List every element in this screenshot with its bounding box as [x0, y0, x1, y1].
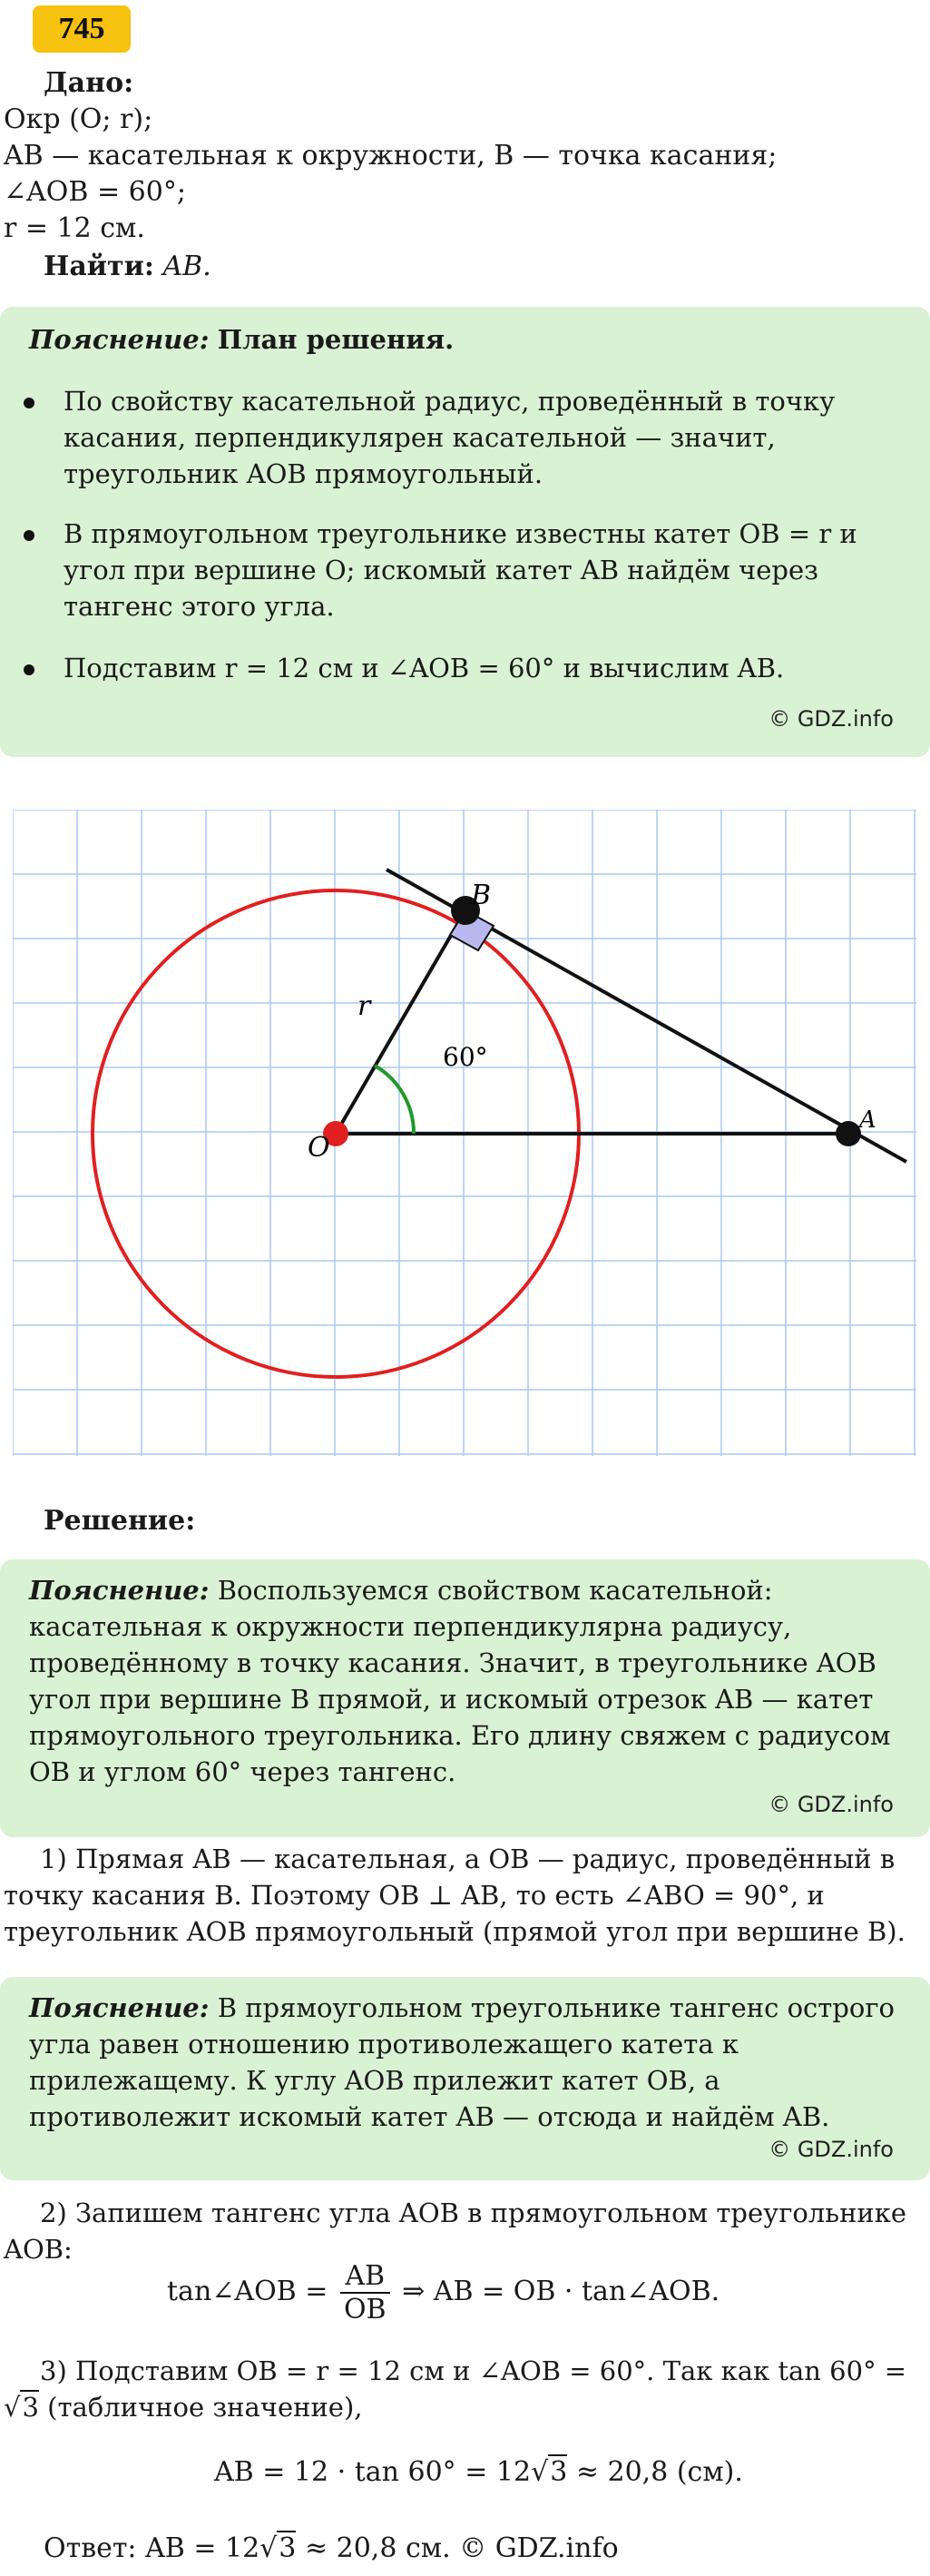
formula3-sqrt: 3 [550, 2456, 568, 2488]
formula-2 [167, 2260, 720, 2325]
plan-bullet-3-text: Подставим r = 12 см и ∠AOB = 60° и вычислим AB. [64, 653, 785, 683]
plan-title [29, 321, 903, 358]
note1-panel [0, 1559, 930, 1837]
bullet-dot [24, 664, 34, 675]
step3-line2-rest: (табличное значение), [47, 2392, 363, 2423]
formula-3 [214, 2456, 743, 2488]
plan-bullet-1 [64, 383, 898, 492]
formula2-fraction [340, 2260, 390, 2325]
label-angle: 60° [443, 1042, 488, 1072]
given-line-1: Окр (O; r); [4, 103, 153, 135]
radius-OB [336, 910, 465, 1134]
sqrt-symbol: √ [4, 2392, 21, 2423]
find-value: AB. [162, 251, 211, 282]
answer-b: ≈ 20,8 см. © GDZ.info [304, 2532, 619, 2564]
point-A [836, 1121, 861, 1146]
find-label: Найти: [44, 251, 154, 282]
answer-a: Ответ: AB = 12 [44, 2532, 260, 2564]
sqrt-symbol: √ [531, 2456, 549, 2488]
answer-line [44, 2532, 619, 2564]
answer-sqrt: 3 [279, 2532, 297, 2564]
step3-line2 [4, 2389, 902, 2425]
given-line-4: r = 12 см. [4, 212, 145, 244]
label-O: O [308, 1132, 330, 1164]
bullet-dot [24, 530, 34, 541]
formula3-a: AB = 12 · tan 60° = 12 [214, 2456, 532, 2488]
plan-bullet-1-text: По свойству касательной радиус, проведённый в точку касания, перпендикулярен касательной — значит, треугольник AOB прямоугольный. [64, 386, 836, 489]
plan-title-label: Пояснение: [29, 324, 210, 355]
formula2-right: ⇒ AB = OB · tan∠AOB. [402, 2276, 720, 2307]
note1-text: Воспользуемся свойством касательной: касательная к окружности перпендикулярна радиусу, проведённому в точку касания. Значит, в треугольнике AOB угол при вершине B прямой, и искомый отрезок AB — катет прямоугольного треугольника. Его длину свяжем с радиусом OB и углом 60° через тангенс. [29, 1575, 891, 1787]
note2-label: Пояснение: [29, 1992, 210, 2023]
plan-credit: © GDZ.info [768, 706, 894, 732]
formula2-left: tan∠AOB = [167, 2276, 328, 2307]
plan-bullet-2-text: В прямоугольном треугольнике известны катет OB = r и угол при вершине O; искомый катет AB найдём через тангенс этого угла. [64, 518, 857, 622]
find-line [44, 249, 211, 285]
plan-panel [0, 307, 930, 757]
angle-arc [375, 1066, 414, 1134]
step1-text: 1) Прямая AB — касательная, а OB — радиус, проведённый в точку касания B. Поэтому OB ⊥ AB, то есть ∠ABO = 90°, и треугольник AOB прямоугольный (прямой угол при вершине B). [4, 1844, 906, 1947]
bullet-dot [24, 398, 34, 408]
plan-title-text: План решения. [217, 324, 455, 355]
label-A: A [859, 1106, 876, 1134]
note1-credit: © GDZ.info [768, 1792, 894, 1817]
label-r: r [357, 990, 371, 1022]
step2-text: 2) Запишем тангенс угла AOB в прямоугольном треугольнике AOB: [4, 2197, 907, 2265]
note2-text: В прямоугольном треугольнике тангенс острого угла равен отношению противолежащего катета к прилежащему. К углу AOB прилежит катет OB, а противолежит искомый катет AB — отсюда и найдём AB. [29, 1992, 895, 2132]
plan-bullet-3 [64, 650, 898, 686]
note1-text-block [29, 1572, 903, 1790]
step3-line1: 3) Подставим OB = r = 12 см и ∠AOB = 60°. Так как tan 60° = [40, 2355, 907, 2386]
given-line-3: ∠AOB = 60°; [4, 176, 186, 208]
geometry-figure [13, 810, 916, 1456]
label-B: B [471, 880, 492, 911]
sqrt-symbol: √ [259, 2532, 278, 2564]
note2-text-block [29, 1990, 903, 2135]
problem-number-badge: 745 [33, 5, 131, 53]
note2-credit: © GDZ.info [768, 2137, 894, 2162]
solution-heading: Решение: [44, 1505, 196, 1537]
given-line-2: AB — касательная к окружности, B — точка касания; [4, 140, 778, 172]
formula2-numerator: AB [340, 2260, 390, 2294]
given-heading: Дано: [44, 67, 134, 99]
formula2-denominator: OB [343, 2294, 387, 2325]
step3-sqrt-value: 3 [22, 2392, 39, 2423]
plan-bullet-2 [64, 516, 898, 624]
note2-panel [0, 1977, 930, 2180]
formula3-b: ≈ 20,8 (см). [575, 2456, 743, 2488]
note1-label: Пояснение: [29, 1575, 210, 1606]
